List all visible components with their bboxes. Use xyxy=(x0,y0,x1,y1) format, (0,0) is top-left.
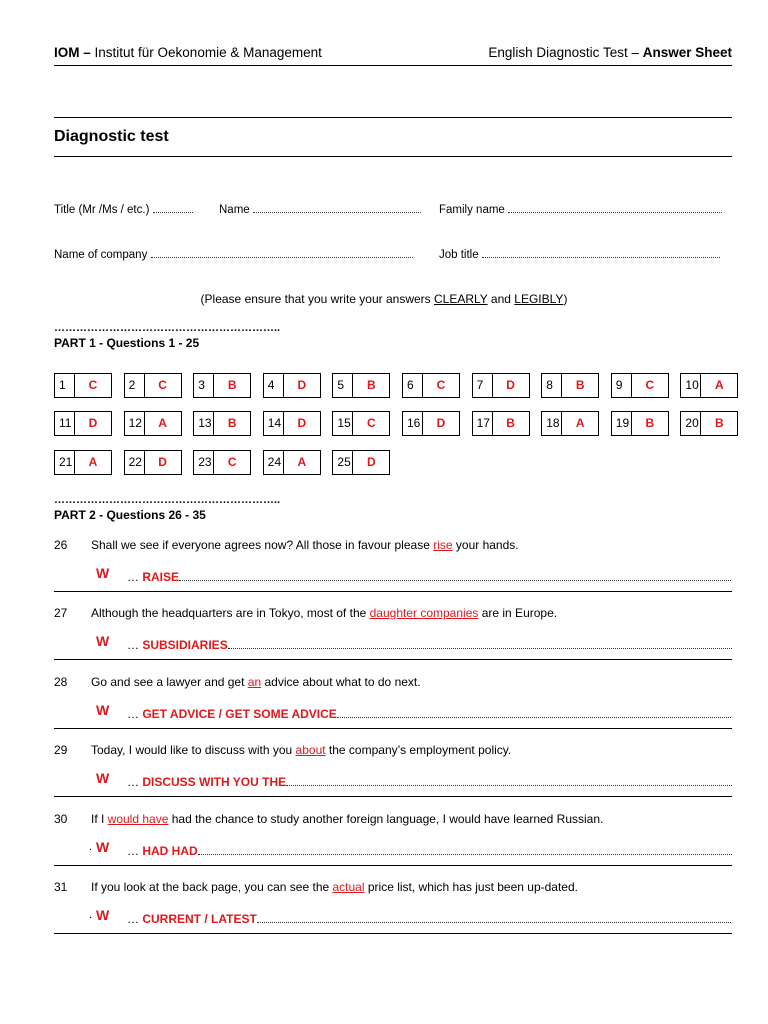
answer-letter: B xyxy=(506,416,515,430)
question-number: 23 xyxy=(194,451,214,474)
question-number: 14 xyxy=(264,412,284,435)
question-number: 21 xyxy=(55,451,75,474)
answer-line[interactable]: … RAISE xyxy=(127,570,732,584)
answer-line[interactable]: … GET ADVICE / GET SOME ADVICE xyxy=(127,707,732,721)
answer-box xyxy=(193,411,251,436)
job-title-field-label: Job title xyxy=(439,249,479,261)
question-item xyxy=(54,880,732,936)
question-number: 27 xyxy=(54,606,68,620)
correction-text: DISCUSS WITH YOU THE xyxy=(142,775,287,789)
part2-separator: …………………………………………………….. xyxy=(54,494,281,506)
answer-letter: A xyxy=(88,455,98,469)
answer-letter: C xyxy=(227,455,237,469)
answer-line[interactable]: … HAD HAD xyxy=(127,844,732,858)
title-field-label: Title (Mr /Ms / etc.) xyxy=(54,204,150,216)
answer-box xyxy=(680,411,738,436)
question-text: If I would have had the chance to study another foreign language, I would have learned Russian. xyxy=(91,812,604,826)
question-number: 28 xyxy=(54,675,68,689)
question-number: 8 xyxy=(542,374,562,397)
question-number: 12 xyxy=(125,412,145,435)
test-name: English Diagnostic Test – Answer Sheet xyxy=(488,45,732,60)
correction-text: HAD HAD xyxy=(142,844,198,858)
answer-letter: D xyxy=(88,416,98,430)
question-number: 17 xyxy=(473,412,493,435)
question-number: 1 xyxy=(55,374,75,397)
error-phrase: daughter companies xyxy=(369,606,479,620)
wrong-mark: W xyxy=(96,633,110,649)
question-number: 24 xyxy=(264,451,284,474)
question-divider xyxy=(54,659,732,660)
question-divider xyxy=(54,933,732,934)
wrong-mark: . W xyxy=(89,907,110,923)
question-number: 7 xyxy=(473,374,493,397)
company-field[interactable] xyxy=(54,248,413,261)
question-number: 20 xyxy=(681,412,701,435)
question-number: 13 xyxy=(194,412,214,435)
question-number: 25 xyxy=(333,451,353,474)
correction-text: CURRENT / LATEST xyxy=(142,912,257,926)
question-text: Go and see a lawyer and get an advice about what to do next. xyxy=(91,675,421,689)
question-number: 11 xyxy=(55,412,75,435)
instruction-note: (Please ensure that you write your answers CLEARLY and LEGIBLY) xyxy=(200,292,568,306)
answer-box xyxy=(541,411,599,436)
question-number: 22 xyxy=(125,451,145,474)
question-item xyxy=(54,812,732,868)
answer-box xyxy=(124,373,182,398)
question-number: 2 xyxy=(125,374,145,397)
question-text: If you look at the back page, you can see the actual price list, which has just been up-dated. xyxy=(91,880,578,894)
answer-box xyxy=(332,373,390,398)
answer-letter: B xyxy=(227,416,237,430)
title-bottom-rule xyxy=(54,156,732,157)
error-phrase: about xyxy=(295,743,326,757)
wrong-mark: W xyxy=(96,770,110,786)
title-field[interactable] xyxy=(54,203,193,216)
family-name-field-label: Family name xyxy=(439,204,505,216)
answer-box xyxy=(332,411,390,436)
page-title: Diagnostic test xyxy=(54,128,169,145)
question-number: 4 xyxy=(264,374,284,397)
answer-letter: A xyxy=(715,378,724,392)
answer-letter: D xyxy=(297,378,307,392)
answer-letter: B xyxy=(227,378,237,392)
name-field-label: Name xyxy=(219,204,250,216)
question-divider xyxy=(54,728,732,729)
question-number: 26 xyxy=(54,538,68,552)
answer-box xyxy=(193,450,251,475)
answer-line[interactable]: … CURRENT / LATEST xyxy=(127,912,732,926)
company-field-label: Name of company xyxy=(54,249,148,261)
answer-letter: C xyxy=(367,416,376,430)
answer-letter: B xyxy=(715,416,724,430)
question-divider xyxy=(54,591,732,592)
answer-letter: D xyxy=(367,455,376,469)
part2-heading: PART 2 - Questions 26 - 35 xyxy=(54,508,206,522)
error-phrase: an xyxy=(247,675,262,689)
question-text: Today, I would like to discuss with you about the company’s employment policy. xyxy=(91,743,512,757)
question-text: Although the headquarters are in Tokyo, most of the daughter companies are in Europe. xyxy=(91,606,558,620)
answer-line[interactable]: … SUBSIDIARIES xyxy=(127,638,732,652)
correction-text: RAISE xyxy=(142,570,180,584)
error-phrase: actual xyxy=(332,880,365,894)
answer-letter: C xyxy=(645,378,655,392)
question-text: Shall we see if everyone agrees now? All those in favour please rise your hands. xyxy=(91,538,519,552)
answer-box xyxy=(611,373,669,398)
answer-box xyxy=(472,373,530,398)
part1-separator: …………………………………………………….. xyxy=(54,322,281,334)
question-number: 29 xyxy=(54,743,68,757)
answer-letter: B xyxy=(645,416,655,430)
question-number: 30 xyxy=(54,812,68,826)
name-field[interactable] xyxy=(219,203,421,216)
question-number: 3 xyxy=(194,374,214,397)
job-title-field[interactable] xyxy=(439,248,720,261)
answer-box xyxy=(541,373,599,398)
error-phrase: rise xyxy=(433,538,453,552)
answer-letter: C xyxy=(436,378,446,392)
question-number: 31 xyxy=(54,880,68,894)
answer-letter: C xyxy=(88,378,98,392)
answer-letter: D xyxy=(297,416,307,430)
error-phrase: would have xyxy=(107,812,169,826)
org-name: IOM – Institut für Oekonomie & Management xyxy=(54,45,322,60)
family-name-field[interactable] xyxy=(439,203,722,216)
question-item xyxy=(54,538,732,594)
question-number: 9 xyxy=(612,374,632,397)
wrong-mark: W xyxy=(96,565,110,581)
answer-letter: A xyxy=(158,416,167,430)
answer-box xyxy=(54,411,112,436)
answer-box xyxy=(54,373,112,398)
answer-letter: D xyxy=(158,455,167,469)
answer-box xyxy=(124,411,182,436)
answer-box xyxy=(332,450,390,475)
answer-box xyxy=(611,411,669,436)
answer-box xyxy=(193,373,251,398)
question-number: 5 xyxy=(333,374,353,397)
question-item xyxy=(54,743,732,799)
answer-box xyxy=(680,373,738,398)
answer-letter: B xyxy=(367,378,376,392)
question-item xyxy=(54,675,732,731)
question-number: 18 xyxy=(542,412,562,435)
correction-text: GET ADVICE / GET SOME ADVICE xyxy=(142,707,337,721)
answer-box xyxy=(263,373,321,398)
answer-box xyxy=(472,411,530,436)
answer-letter: A xyxy=(575,416,585,430)
answer-box xyxy=(124,450,182,475)
question-item xyxy=(54,606,732,662)
page-header xyxy=(54,45,732,66)
title-top-rule xyxy=(54,117,732,118)
answer-box xyxy=(263,450,321,475)
correction-text: SUBSIDIARIES xyxy=(142,638,228,652)
answer-letter: D xyxy=(506,378,515,392)
question-number: 10 xyxy=(681,374,701,397)
answer-letter: C xyxy=(158,378,167,392)
wrong-mark: . W xyxy=(89,839,110,855)
part1-heading: PART 1 - Questions 1 - 25 xyxy=(54,336,200,350)
question-number: 16 xyxy=(403,412,423,435)
answer-line[interactable]: … DISCUSS WITH YOU THE xyxy=(127,775,732,789)
answer-box xyxy=(263,411,321,436)
answer-letter: D xyxy=(436,416,446,430)
answer-box xyxy=(402,411,460,436)
answer-box xyxy=(54,450,112,475)
answer-letter: B xyxy=(575,378,585,392)
question-number: 19 xyxy=(612,412,632,435)
question-divider xyxy=(54,865,732,866)
answer-letter: A xyxy=(297,455,307,469)
wrong-mark: W xyxy=(96,702,110,718)
answer-box xyxy=(402,373,460,398)
question-number: 15 xyxy=(333,412,353,435)
question-divider xyxy=(54,796,732,797)
question-number: 6 xyxy=(403,374,423,397)
